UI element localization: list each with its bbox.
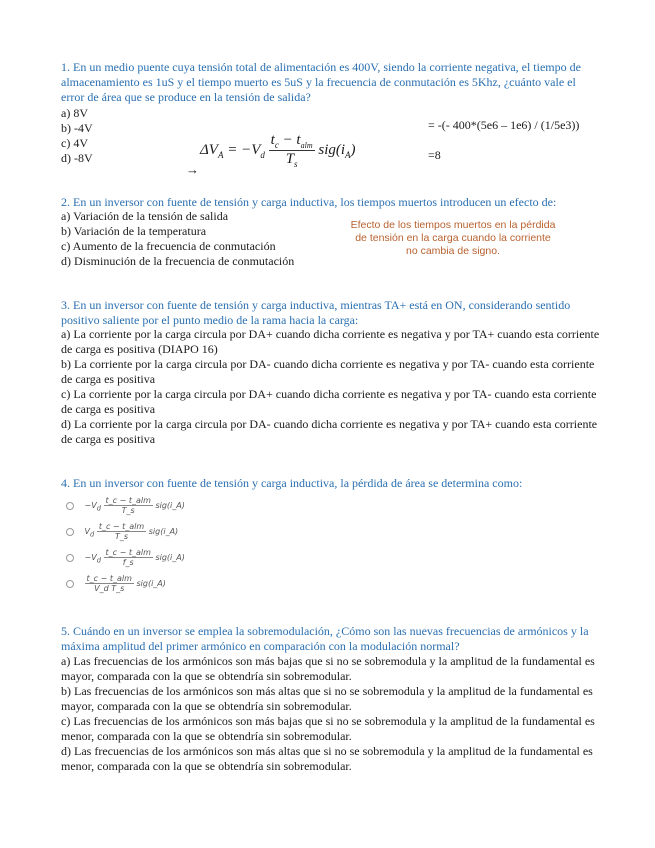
question-2-options bbox=[61, 209, 361, 269]
option-b: b) Variación de la temperatura bbox=[61, 224, 207, 238]
q4-choice-2[interactable]: $V_d$ $\frac{\text{t\_c − t\_alm}}{T\_s}$ sig(i_A) bbox=[66, 522, 178, 541]
question-4-text: 4. En un inversor con fuente de tensión y carga inductiva, la pérdida de área se determina como: bbox=[61, 476, 523, 490]
arrow-icon: → bbox=[186, 162, 199, 177]
q1-result: =8 bbox=[428, 148, 441, 162]
radio-icon[interactable] bbox=[66, 528, 74, 536]
option-a: a) 8V bbox=[61, 106, 88, 120]
q4-choice-1[interactable]: $-V_d$ $\frac{\text{t\_c − t\_alm}}{T\_s}$ sig(i_A) bbox=[66, 496, 185, 515]
question-5-options bbox=[61, 654, 601, 774]
option-b: b) Las frecuencias de los armónicos son más altas que si no se sobremodula y la amplitud de la fundamental es mayor, comparada con la que se obtendría sin sobremodular. bbox=[61, 684, 593, 713]
option-d: d) Las frecuencias de los armónicos son más altas que si no se sobremodula y la amplitud de la fundamental es menor, comparada con la que se obtendría sin sobremodular. bbox=[61, 744, 593, 773]
option-c: c) 4V bbox=[61, 136, 88, 150]
q2-annotation-note: Efecto de los tiempos muertos en la pérdida de tensión en la carga cuando la corriente no cambia de signo. bbox=[350, 219, 556, 257]
radio-icon[interactable] bbox=[66, 554, 74, 562]
option-c: c) Aumento de la frecuencia de conmutación bbox=[61, 239, 276, 253]
option-c: c) Las frecuencias de los armónicos son más bajas que si no se sobremodula y la amplitud de la fundamental es menor, comparada con la que se obtendría sin sobremodular. bbox=[61, 714, 595, 743]
question-5-text: 5. Cuándo en un inversor se emplea la sobremodulación, ¿Cómo son las nuevas frecuencias de armónicos y la máxima amplitud del primer armónico en comparación con la modulación normal? bbox=[61, 624, 589, 653]
option-d: d) La corriente por la carga circula por DA- cuando dicha corriente es negativa y por TA+ cuando esta corriente de carga es positiva bbox=[61, 417, 598, 446]
q4-choice-4[interactable]: $\frac{\text{t\_c − t\_alm}}{\text{V\_d T\_s}}$ sig(i_A) bbox=[66, 574, 166, 593]
option-d: d) Disminución de la frecuencia de conmutación bbox=[61, 254, 295, 268]
option-b: b) La corriente por la carga circula por DA- cuando dicha corriente es negativa y por TA- cuando esta corriente de carga es positiva bbox=[61, 357, 595, 386]
question-1-text: 1. En un medio puente cuya tensión total de alimentación es 400V, siendo la corriente negativa, el tiempo de almacenamiento es 1uS y el tiempo muerto es 5uS y la frecuencia de conmutación es 5Khz, ¿cuánto vale el error de área que se produce en la tensión de salida? bbox=[61, 60, 581, 104]
q1-formula: $\Delta V_A = -V_d$ $\frac{t_c - t_{alm}}{T_s}$ $sig(i_A)$ bbox=[200, 132, 356, 169]
q4-choice-3[interactable]: $-V_d$ $\frac{\text{t\_c − t\_alm}}{f\_s}$ sig(i_A) bbox=[66, 548, 185, 567]
q1-calculation: = -(- 400*(5e6 – 1e6) / (1/5e3)) bbox=[428, 118, 580, 132]
option-a: a) Variación de la tensión de salida bbox=[61, 209, 229, 223]
question-3-options bbox=[61, 327, 601, 447]
option-a: a) La corriente por la carga circula por DA+ cuando dicha corriente es negativa y por TA+ cuando esta corriente de carga es positiva (DIAPO 16) bbox=[61, 327, 600, 356]
radio-icon[interactable] bbox=[66, 580, 74, 588]
question-2-text: 2. En un inversor con fuente de tensión y carga inductiva, los tiempos muertos introducen un efecto de: bbox=[61, 195, 557, 209]
option-a: a) Las frecuencias de los armónicos son más bajas que si no se sobremodula y la amplitud de la fundamental es mayor, comparada con la que se obtendría sin sobremodular. bbox=[61, 654, 595, 683]
radio-icon[interactable] bbox=[66, 502, 74, 510]
option-d: d) -8V bbox=[61, 151, 93, 165]
option-c: c) La corriente por la carga circula por DA+ cuando dicha corriente es negativa y por TA- cuando esta corriente de carga es positiva bbox=[61, 387, 597, 416]
question-3-text: 3. En un inversor con fuente de tensión y carga inductiva, mientras TA+ está en ON, considerando sentido positivo saliente por el punto medio de la rama hacia la carga: bbox=[61, 298, 571, 327]
option-b: b) -4V bbox=[61, 121, 93, 135]
